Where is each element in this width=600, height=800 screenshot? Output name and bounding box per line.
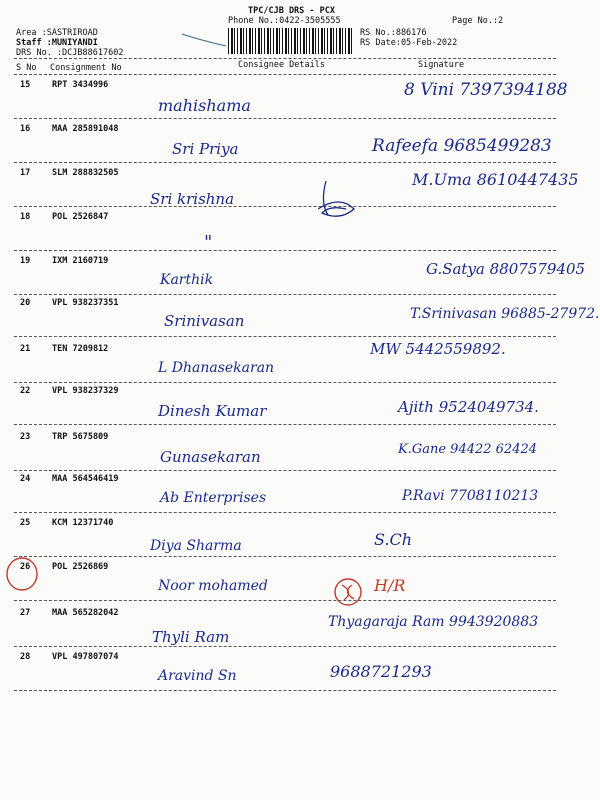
recipient-signature: Ajith 9524049734. [398,398,539,416]
row-consignment-number: TEN 7209812 [52,344,109,354]
staff-label: Staff :MUNIYANDI [16,38,98,48]
row-serial-number: 19 [20,256,31,266]
row-serial-number: 28 [20,652,31,662]
row-serial-number: 15 [20,80,31,90]
recipient-signature: M.Uma 8610447435 [412,170,579,189]
row-serial-number: 23 [20,432,31,442]
recipient-signature: K.Gane 94422 62424 [398,442,538,457]
row-divider [14,690,556,691]
recipient-signature: S.Ch [374,530,413,549]
consignee-name-handwritten: Diya Sharma [150,538,242,554]
row-serial-number: 25 [20,518,31,528]
area-label: Area :SASTRIROAD [16,28,98,38]
row-divider [14,382,556,383]
row-serial-number: 24 [20,474,31,484]
rs-number: RS No.:886176 [360,28,427,38]
consignee-name-handwritten: Thyli Ram [152,628,230,646]
row-serial-number: 27 [20,608,31,618]
row-divider [14,470,556,471]
row-consignment-number: MAA 565282042 [52,608,119,618]
consignee-name-handwritten: Karthik [160,272,214,288]
recipient-signature: Rafeefa 9685499283 [372,136,552,156]
row-consignment-number: VPL 938237351 [52,298,119,308]
phone-number: Phone No.:0422-3505555 [228,16,341,26]
row-serial-number: 18 [20,212,31,222]
row-consignment-number: POL 2526869 [52,562,109,572]
row-consignment-number: RPT 3434996 [52,80,109,90]
row-divider [14,556,556,557]
page-number: Page No.:2 [452,16,504,26]
column-divider [14,74,556,75]
consignee-name-handwritten: Gunasekaran [160,448,261,466]
row-consignment-number: SLM 288832505 [52,168,119,178]
row-divider [14,600,556,601]
row-serial-number: 16 [20,124,31,134]
rs-date: RS Date:05-Feb-2022 [360,38,458,48]
column-consignee: Consignee Details [238,60,325,70]
row-serial-number: 20 [20,298,31,308]
recipient-signature: MW 5442559892. [370,340,506,358]
consignee-name-handwritten: Sri Priya [172,140,239,158]
row-consignment-number: MAA 285891048 [52,124,119,134]
row-consignment-number: VPL 497807074 [52,652,119,662]
column-consignment: Consignment No [50,63,122,73]
recipient-signature: G.Satya 8807579405 [426,260,586,278]
recipient-signature: T.Srinivasan 96885-27972. [410,306,600,322]
row-consignment-number: MAA 564546419 [52,474,119,484]
column-signature: Signature [418,60,465,70]
recipient-signature: H/R [374,576,406,595]
consignee-name-handwritten: mahishama [158,96,251,115]
row-divider [14,336,556,337]
row-consignment-number: IXM 2160719 [52,256,109,266]
row-divider [14,162,556,163]
document-title: TPC/CJB DRS - PCX [248,6,335,16]
recipient-signature: Thyagaraja Ram 9943920883 [328,614,539,630]
drs-number: DRS No. :DCJB88617602 [16,48,124,58]
row-divider [14,206,556,207]
signature-scribble [300,175,360,225]
consignee-name-handwritten: Dinesh Kumar [158,402,267,420]
consignee-name-handwritten: " [204,232,213,253]
row-consignment-number: TRP 5675809 [52,432,109,442]
column-sno: S No [16,63,37,73]
recipient-signature: P.Ravi 7708110213 [402,488,539,504]
row-consignment-number: POL 2526847 [52,212,109,222]
recipient-signature: 8 Vini 7397394188 [404,80,568,100]
consignee-name-handwritten: Ab Enterprises [160,490,267,506]
row-serial-number: 21 [20,344,31,354]
row-divider [14,646,556,647]
recipient-signature: 9688721293 [330,662,432,681]
red-circle-x-mark [330,576,366,608]
consignee-name-handwritten: L Dhanasekaran [158,360,275,376]
row-divider [14,250,556,251]
row-serial-number: 17 [20,168,31,178]
consignee-name-handwritten: Noor mohamed [158,578,268,594]
consignee-name-handwritten: Aravind Sn [158,668,237,684]
row-divider [14,118,556,119]
row-divider [14,512,556,513]
row-divider [14,294,556,295]
barcode-image [228,28,352,54]
row-serial-number: 22 [20,386,31,396]
consignee-name-handwritten: Srinivasan [164,312,245,330]
row-consignment-number: VPL 938237329 [52,386,119,396]
row-consignment-number: KCM 12371740 [52,518,114,528]
row-divider [14,424,556,425]
consignee-name-handwritten: Sri krishna [150,190,235,208]
red-circle-mark [4,556,40,592]
pen-stroke-mark [180,30,230,50]
row-serial-number: 26 [20,562,31,572]
header-divider [14,58,556,59]
